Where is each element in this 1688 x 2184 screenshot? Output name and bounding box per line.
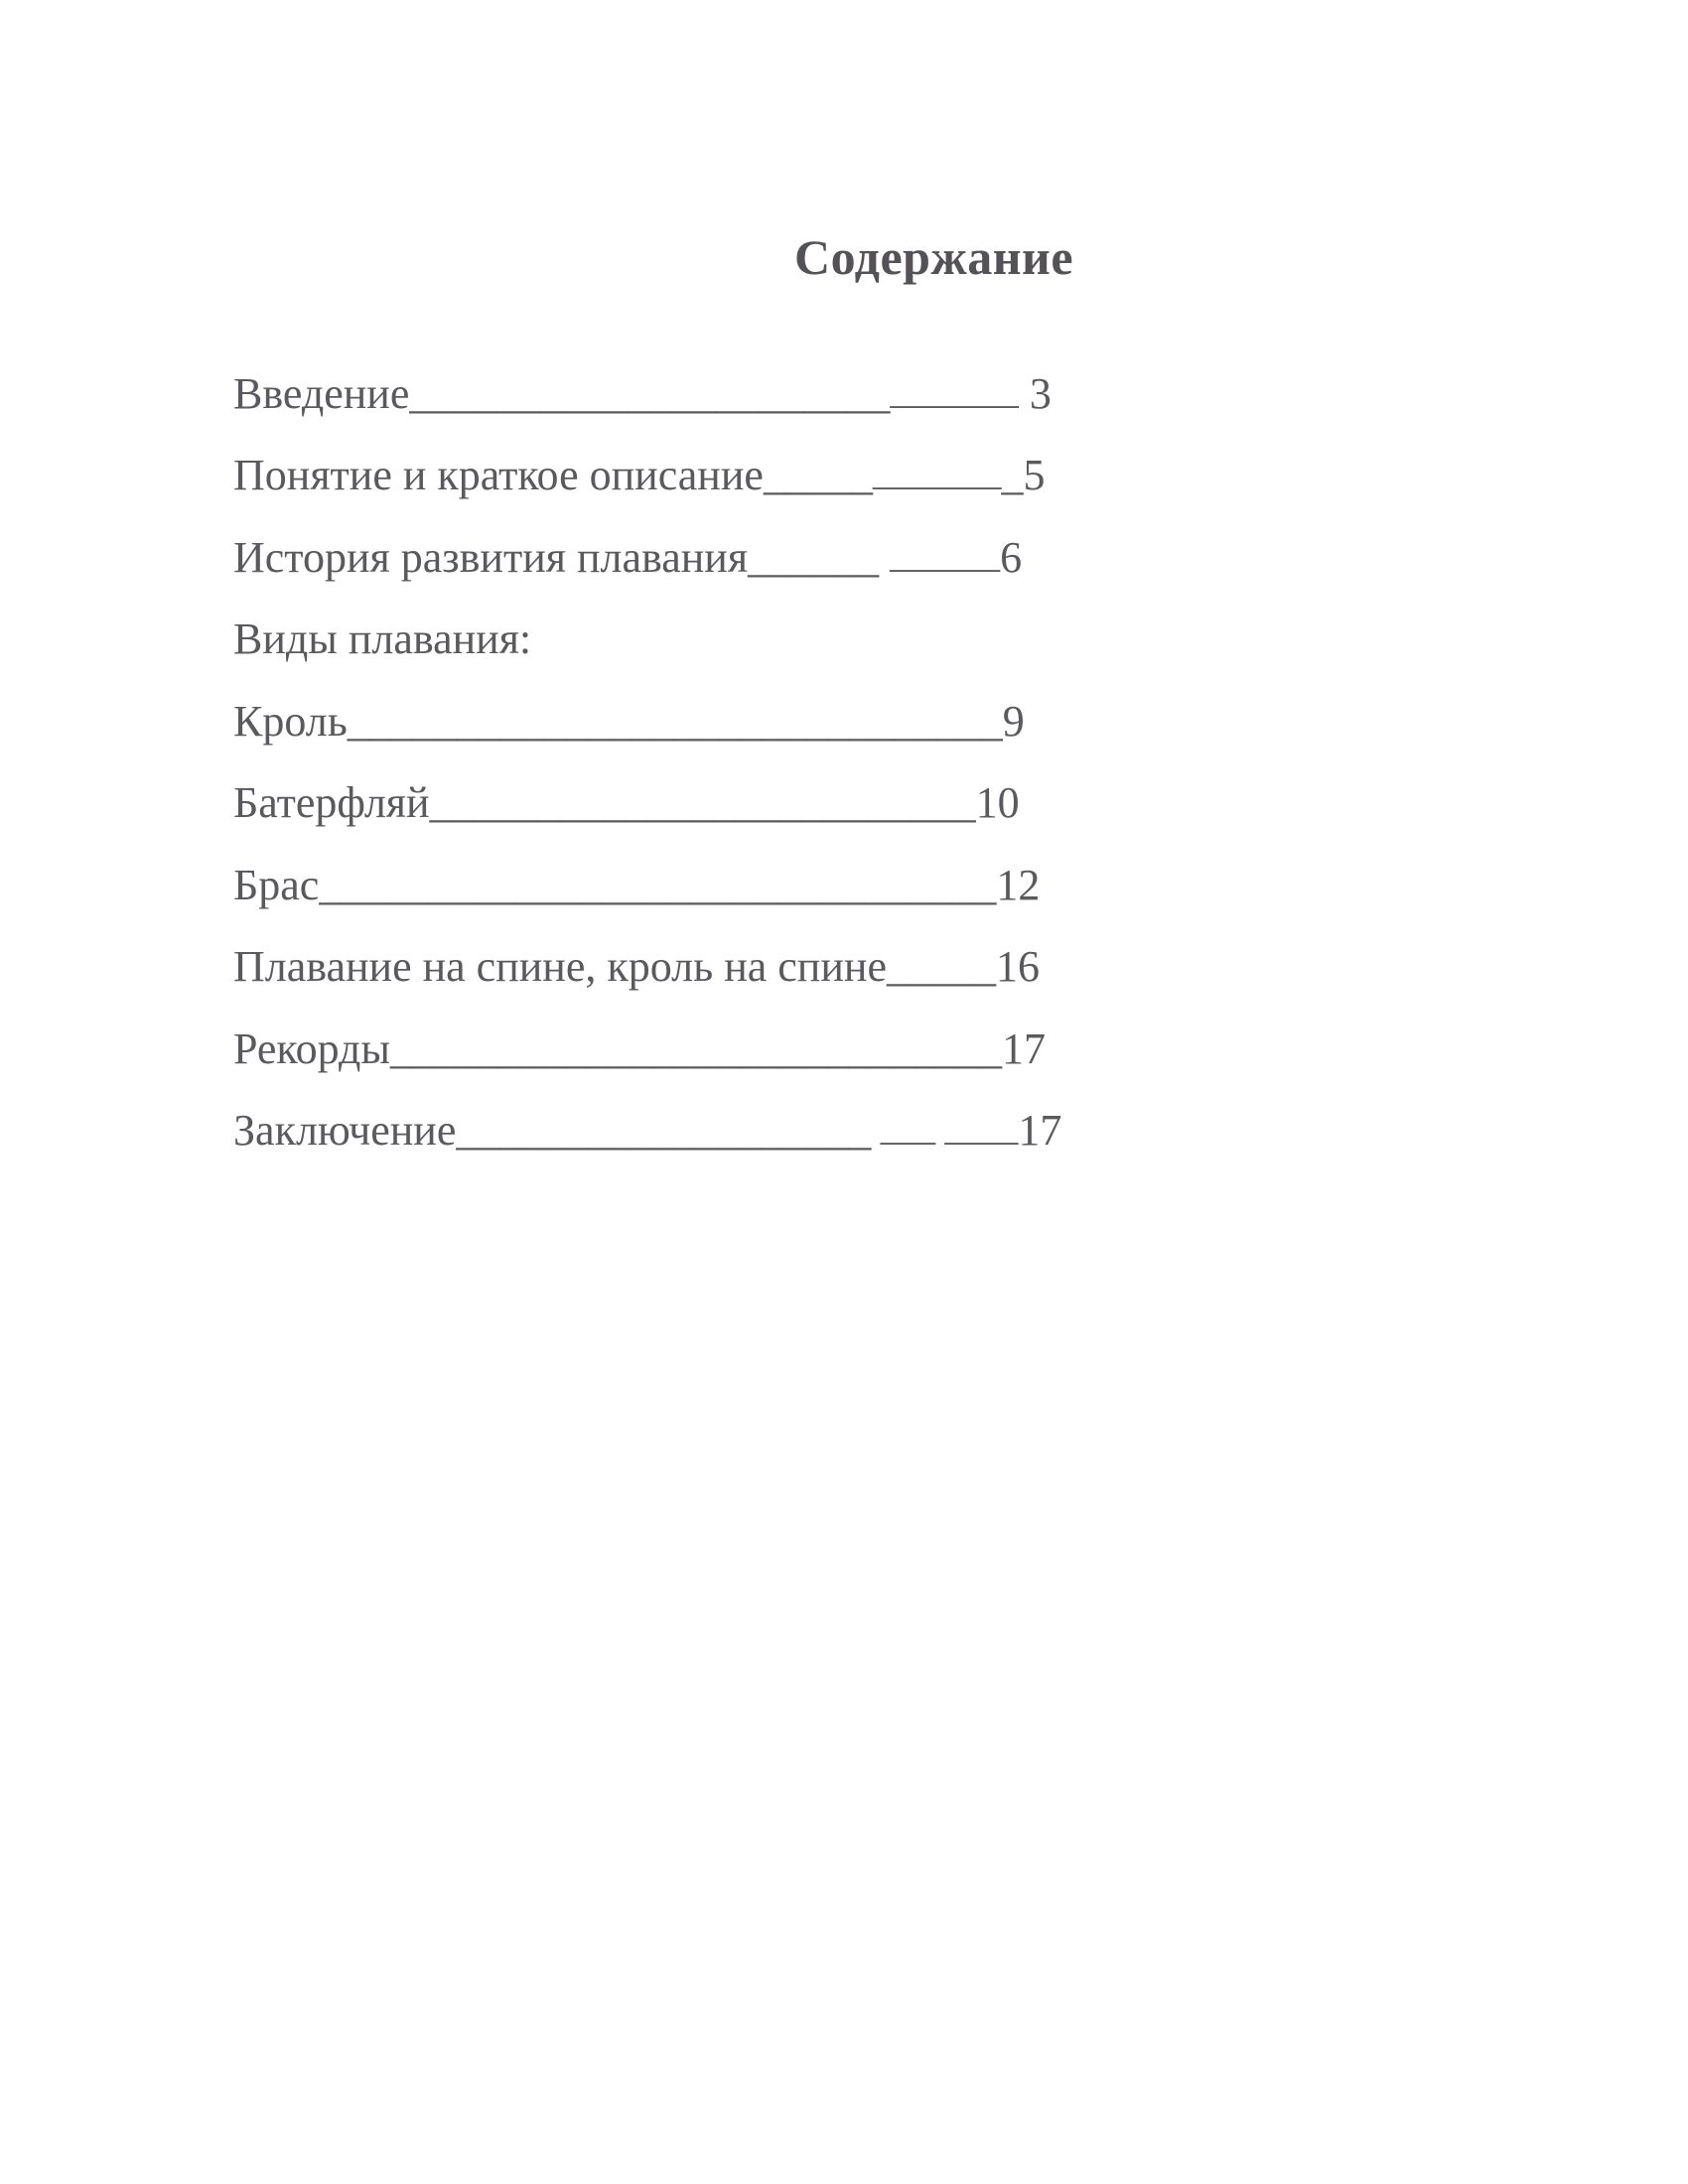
toc-page-number: 17 (1001, 1024, 1046, 1073)
toc-entry-label: История развития плавания (233, 533, 749, 582)
toc-entry (233, 368, 1052, 423)
toc-leader: _ (1001, 451, 1024, 499)
toc-page-number: 10 (975, 778, 1020, 827)
toc-leader: _______ (872, 453, 1002, 493)
toc-leader: ______ (890, 535, 1001, 576)
toc-entry-label: Кроль (233, 697, 348, 746)
toc-entry (233, 696, 1025, 748)
toc-page-number: 3 (1029, 369, 1052, 418)
toc-leader: _____ (886, 942, 996, 991)
toc-page-number: 5 (1023, 451, 1046, 499)
toc-leader: ______________________ (409, 369, 891, 418)
toc-leader: ___________________ (456, 1106, 872, 1155)
toc-entry (233, 860, 1040, 911)
toc-entry (233, 614, 531, 665)
toc-leader: _________________________ (429, 778, 976, 827)
toc-entry (233, 532, 1022, 587)
toc-entry-label: Плавание на спине, кроль на спине (233, 942, 887, 991)
toc-page-number: 16 (995, 942, 1040, 991)
toc-entry (233, 777, 1020, 829)
toc-leader: _____ (763, 451, 873, 499)
toc-leader: ___ ____ (871, 1108, 1019, 1149)
toc-leader: ______________________________ (347, 697, 1003, 746)
toc-entry-label: Заключение (233, 1106, 457, 1155)
toc-entry-label: Батерфляй (233, 778, 430, 827)
toc-leader (879, 533, 890, 582)
toc-leader: _______ (890, 371, 1019, 412)
toc-entry-label: Рекорды (233, 1024, 390, 1073)
toc-entry-label: Понятие и краткое описание (233, 451, 764, 499)
toc-page-number: 9 (1002, 697, 1025, 746)
toc-entry (233, 941, 1040, 993)
toc-leader: ______ (748, 533, 880, 582)
toc-entry (233, 1105, 1061, 1160)
toc-entry-label: Брас (233, 861, 320, 909)
toc-page-number: 12 (996, 861, 1041, 909)
page-title: Содержание (794, 229, 1074, 285)
toc-page-number: 17 (1018, 1106, 1062, 1155)
toc-entry (233, 1024, 1046, 1075)
toc-leader: _______________________________ (319, 861, 997, 909)
toc-leader (1019, 369, 1030, 418)
toc-entry-label: Виды плавания: (233, 614, 532, 663)
toc-leader: ____________________________ (389, 1024, 1002, 1073)
toc-entry-label: Введение (233, 369, 410, 418)
toc-page-number: 6 (1000, 533, 1023, 582)
toc-entry (233, 450, 1045, 504)
